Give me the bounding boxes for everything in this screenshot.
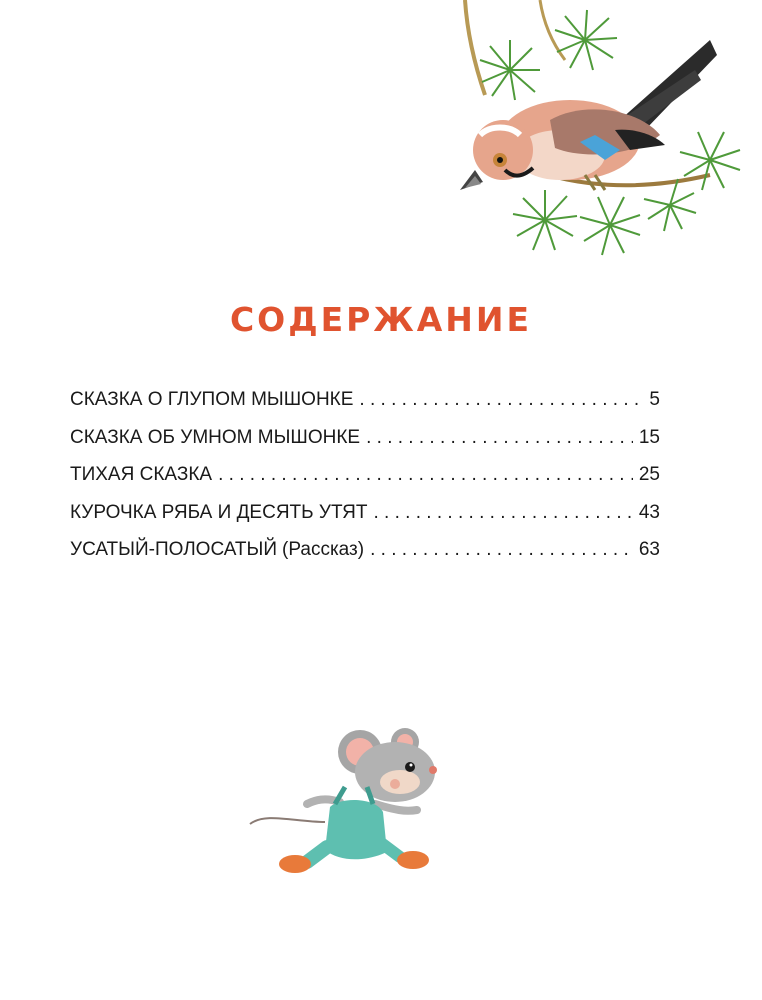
dot-leader	[370, 539, 633, 561]
toc-item[interactable]	[70, 502, 660, 540]
toc-item-page: 25	[638, 464, 660, 485]
toc-item-page: 63	[638, 539, 660, 560]
dot-leader	[359, 389, 643, 411]
toc-item-label: УСАТЫЙ-ПОЛОСАТЫЙ	[70, 539, 278, 560]
toc-item-page: 43	[638, 501, 660, 523]
jay-bird-illustration-icon	[455, 0, 755, 262]
table-of-contents	[70, 389, 660, 577]
toc-item[interactable]	[70, 464, 660, 502]
toc-item[interactable]	[70, 389, 660, 427]
toc-item-sublabel: (Рассказ)	[282, 539, 365, 560]
page-title: СОДЕРЖАНИЕ	[229, 300, 533, 339]
toc-item-page: 15	[638, 426, 660, 448]
toc-item-label: ТИХАЯ СКАЗКА	[70, 464, 213, 485]
toc-item[interactable]	[70, 427, 660, 465]
dot-leader	[374, 502, 633, 524]
toc-item-label: СКАЗКА О ГЛУПОМ МЫШОНКЕ	[70, 389, 354, 410]
toc-item[interactable]	[70, 539, 660, 577]
toc-item-label: СКАЗКА ОБ УМНОМ МЫШОНКЕ	[70, 426, 361, 448]
dot-leader	[366, 427, 633, 449]
toc-item-label: КУРОЧКА РЯБА И ДЕСЯТЬ УТЯТ	[70, 501, 368, 523]
dot-leader	[218, 464, 633, 486]
toc-item-page: 5	[649, 389, 660, 410]
running-mouse-illustration-icon	[245, 712, 445, 882]
